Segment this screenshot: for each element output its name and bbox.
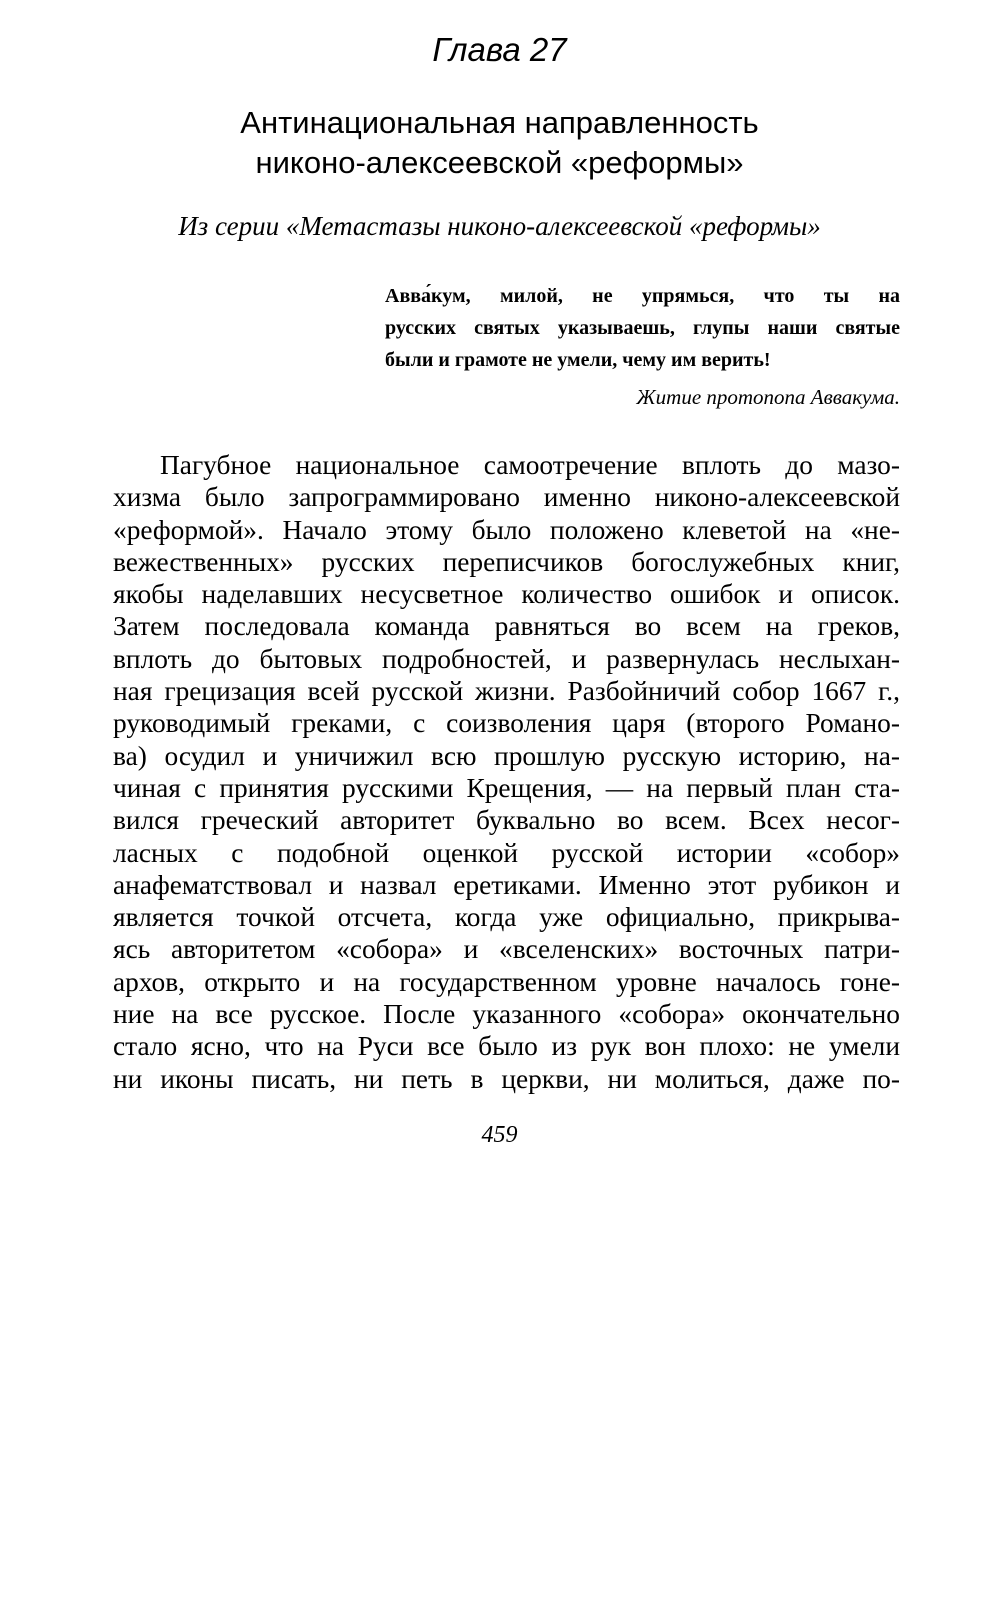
body-line: Затем последовала команда равняться во всем на греков, bbox=[113, 611, 900, 642]
epigraph-source: Житие протопопа Аввакума. bbox=[636, 385, 900, 409]
body-line: анафематствовал и назвал еретиками. Именно этот рубикон и bbox=[113, 869, 900, 900]
page-number: 459 bbox=[481, 1122, 518, 1148]
chapter-label: Глава 27 bbox=[432, 31, 567, 68]
body-line: хизма было запрограммировано именно никоно-алексеевской bbox=[113, 482, 900, 513]
body-line: руководимый греками, с соизволения царя (второго Романо- bbox=[113, 708, 900, 739]
chapter-title-line: Антинациональная направленность bbox=[240, 105, 759, 140]
body-line: ни иконы писать, ни петь в церкви, ни молиться, даже по- bbox=[113, 1063, 900, 1094]
epigraph-line: русских святых указываешь, глупы наши святые bbox=[385, 317, 900, 339]
body-line: ная грецизация всей русской жизни. Разбойничий собор 1667 г., bbox=[113, 676, 900, 707]
body-line: «реформой». Начало этому было положено клеветой на «не- bbox=[113, 514, 900, 545]
body-line: вился греческий авторитет буквально во всем. Всех несог- bbox=[113, 805, 900, 836]
body-line: Пагубное национальное самоотречение вплоть до мазо- bbox=[160, 450, 900, 480]
series-subtitle: Из серии «Метастазы никоно-алексеевской «реформы» bbox=[178, 211, 821, 241]
body-line: архов, открыто и на государственном уровне началось гоне- bbox=[113, 966, 900, 997]
body-line: якобы наделавших несусветное количество ошибок и описок. bbox=[113, 579, 900, 610]
body-line: ясь авторитетом «собора» и «вселенских» восточных патри- bbox=[113, 934, 900, 965]
epigraph-line: были и грамоте не умели, чему им верить! bbox=[385, 349, 771, 371]
body-line: стало ясно, что на Руси все было из рук вон плохо: не умели bbox=[113, 1031, 900, 1062]
epigraph-line: Авва́кум, милой, не упрямься, что ты на bbox=[385, 285, 900, 307]
body-line: ние на все русское. После указанного «собора» окончательно bbox=[113, 999, 900, 1030]
body-line: вежественных» русских переписчиков богослужебных книг, bbox=[113, 546, 900, 577]
chapter-title bbox=[0, 103, 999, 183]
body-paragraph bbox=[113, 449, 900, 1095]
body-line: вплоть до бытовых подробностей, и развернулась неслыхан- bbox=[113, 643, 900, 674]
body-line: является точкой отсчета, когда уже официально, прикрыва- bbox=[113, 902, 900, 933]
body-line: ласных с подобной оценкой русской истории «собор» bbox=[113, 837, 900, 868]
chapter-title-line: никоно-алексеевской «реформы» bbox=[255, 145, 744, 180]
epigraph-text bbox=[385, 280, 900, 376]
epigraph bbox=[385, 280, 900, 412]
body-line: ва) осудил и уничижил всю прошлую русскую историю, на- bbox=[113, 740, 900, 771]
body-line: чиная с принятия русскими Крещения, — на первый план ста- bbox=[113, 772, 900, 803]
